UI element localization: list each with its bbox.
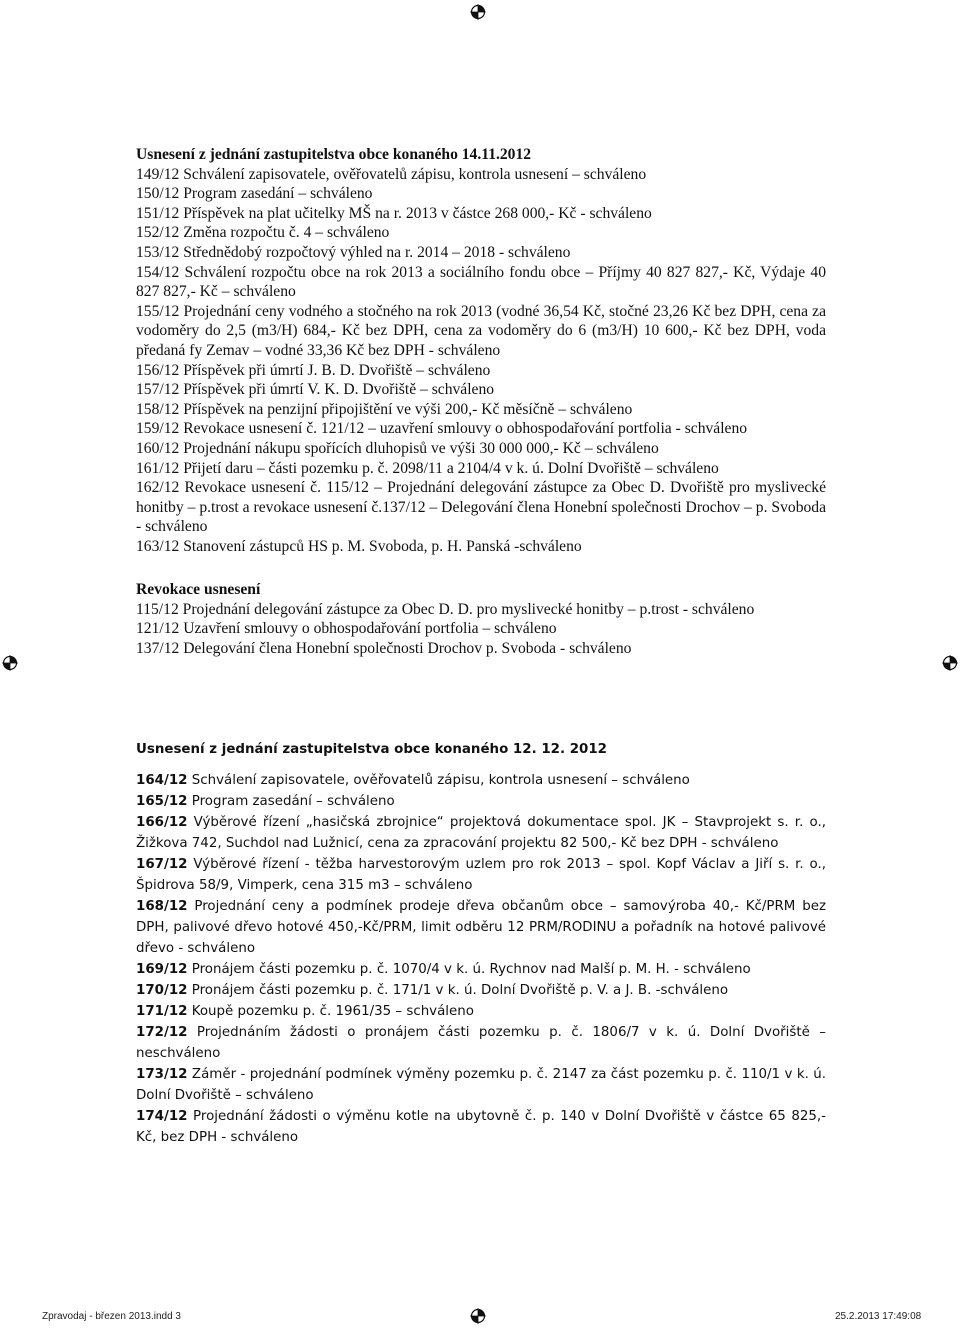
resolution-text: Výběrové řízení - těžba harvestorovým uzlem pro rok 2013 – spol. Kopf Václav a Jiří s. r. o., Špidrova 58/9, Vimperk, cena 315 m3 – schváleno [136,857,826,893]
resolutions-november-section [136,145,826,556]
resolution-number: 158/12 [136,400,180,418]
resolution-number: 160/12 [136,439,180,457]
resolution-item [136,1106,826,1148]
resolution-item [136,263,826,302]
resolution-item [136,478,826,537]
resolution-text: Změna rozpočtu č. 4 – schváleno [183,224,390,242]
resolution-number: 162/12 [136,479,180,497]
resolution-text: Stanovení zástupců HS p. M. Svoboda, p. H. Panská -schváleno [183,537,582,555]
section-heading: Usnesení z jednání zastupitelstva obce konaného 14.11.2012 [136,146,532,163]
resolution-number: 169/12 [136,962,188,977]
resolution-list [136,165,826,557]
resolution-text: Příspěvek na penzijní připojištění ve výši 200,- Kč měsíčně – schváleno [183,400,633,418]
resolution-item [136,439,826,459]
resolution-number: 156/12 [136,361,180,379]
resolution-text: Projednání ceny vodného a stočného na rok 2013 (vodné 36,54 Kč, stočné 23,26 Kč bez DPH, cena za vodoměry do 2,5 (m3/H) 684,- Kč bez DPH, cena za vodoměry do 6 (m3/H) 10 600,- Kč bez DPH, voda předaná fy Zemav – vodné 33,36 Kč bez DPH - schváleno [136,302,826,359]
resolution-text: Program zasedání – schváleno [183,185,373,203]
resolution-text: Výběrové řízení „hasičská zbrojnice“ projektová dokumentace spol. JK – Stavprojekt s. r. o., Žižkova 742, Suchdol nad Lužnicí, cena za zpracování projektu 82 500,- Kč bez DPH - schváleno [136,815,826,851]
resolution-number: 165/12 [136,794,188,809]
resolution-number: 170/12 [136,983,188,998]
resolution-item [136,1022,826,1064]
resolution-text: Záměr - projednání podmínek výměny pozemku p. č. 2147 za část pozemku p. č. 110/1 v k. ú. Dolní Dvořiště – schváleno [136,1067,826,1103]
resolution-text: Projednání ceny a podmínek prodeje dřeva občanům obce – samovýroba 40,- Kč/PRM bez DPH, palivové dřevo hotové 450,-Kč/PRM, limit odběru 12 PRM/RODINU a pořadník na hotové palivové dřevo - schváleno [136,899,826,956]
resolutions-december-section [136,739,826,1148]
resolution-item [136,791,826,812]
resolution-item [136,619,826,639]
resolution-number: 167/12 [136,857,188,872]
resolution-text: Projednání nákupu spořících dluhopisů ve výši 30 000 000,- Kč – schváleno [183,439,659,457]
resolution-number: 154/12 [136,263,180,281]
resolution-text: Projednání delegování zástupce za Obec D. D. pro myslivecké honitby – p.trost - schváleno [182,600,755,618]
resolution-text: Příspěvek při úmrtí J. B. D. Dvořiště – schváleno [183,361,491,379]
resolution-item [136,959,826,980]
resolution-number: 168/12 [136,899,188,914]
resolution-item [136,600,826,620]
resolution-item [136,419,826,439]
resolution-text: Pronájem části pozemku p. č. 1070/4 v k. ú. Rychnov nad Malší p. M. H. - schváleno [191,962,751,977]
resolution-number: 163/12 [136,537,180,555]
resolution-text: Střednědobý rozpočtový výhled na r. 2014 – 2018 - schváleno [183,243,571,261]
resolution-item [136,165,826,185]
spacer [136,760,826,770]
resolution-item [136,223,826,243]
section-heading: Revokace usnesení [136,581,261,598]
revocation-section [136,580,826,658]
resolution-number: 153/12 [136,243,180,261]
resolution-number: 157/12 [136,381,180,399]
resolution-item [136,361,826,381]
resolution-text: Příspěvek při úmrtí V. K. D. Dvořiště – schváleno [183,381,495,399]
section-heading: Usnesení z jednání zastupitelstva obce konaného 12. 12. 2012 [136,742,607,757]
resolution-item [136,770,826,791]
resolution-number: 171/12 [136,1004,188,1019]
resolution-item [136,980,826,1001]
resolution-text: Revokace usnesení č. 121/12 – uzavření smlouvy o obhospodařování portfolia - schváleno [183,420,748,438]
resolution-text: Přijetí daru – části pozemku p. č. 2098/11 a 2104/4 v k. ú. Dolní Dvořiště – schváleno [183,459,719,477]
resolution-number: 151/12 [136,204,180,222]
registration-mark-bottom-icon [470,1308,486,1324]
resolution-item [136,400,826,420]
resolution-text: Projednání žádosti o výměnu kotle na ubytovně č. p. 140 v Dolní Dvořiště v částce 65 825,- Kč, bez DPH - schváleno [136,1109,826,1145]
resolution-number: 159/12 [136,420,180,438]
resolution-item [136,537,826,557]
registration-mark-left-icon [2,655,18,671]
resolution-text: Schválení zapisovatele, ověřovatelů zápisu, kontrola usnesení – schváleno [191,773,690,788]
resolution-text: Pronájem části pozemku p. č. 171/1 v k. ú. Dolní Dvořiště p. V. a J. B. -schváleno [191,983,729,998]
resolution-item [136,204,826,224]
resolution-number: 152/12 [136,224,180,242]
footer-timestamp: 25.2.2013 17:49:08 [835,1311,922,1322]
resolution-number: 173/12 [136,1067,188,1082]
resolution-item [136,896,826,959]
resolution-number: 150/12 [136,185,180,203]
registration-mark-top-icon [470,4,486,20]
resolution-list [136,770,826,1148]
resolution-item [136,459,826,479]
resolution-item [136,812,826,854]
resolution-text: Program zasedání – schváleno [191,794,395,809]
resolution-text: Revokace usnesení č. 115/12 – Projednání delegování zástupce za Obec D. Dvořiště pro myslivecké honitby – p.trost a revokace usnesení č.137/12 – Delegování člena Honební společnosti Drochov – p. Svoboda - schváleno [136,479,826,536]
resolution-number: 115/12 [136,600,179,618]
resolution-text: Delegování člena Honební společnosti Drochov p. Svoboda - schváleno [183,639,632,657]
resolution-item [136,380,826,400]
resolution-list [136,600,826,659]
registration-mark-right-icon [942,655,958,671]
resolution-text: Příspěvek na plat učitelky MŠ na r. 2013 v částce 268 000,- Kč - schváleno [183,204,652,222]
resolution-item [136,1064,826,1106]
resolution-number: 137/12 [136,639,180,657]
resolution-item [136,639,826,659]
resolution-number: 155/12 [136,302,180,320]
resolution-item [136,184,826,204]
resolution-item [136,243,826,263]
resolution-number: 172/12 [136,1025,188,1040]
resolution-item [136,854,826,896]
resolution-text: Schválení rozpočtu obce na rok 2013 a sociálního fondu obce – Příjmy 40 827 827,- Kč, Výdaje 40 827 827,- Kč – schváleno [136,263,826,301]
resolution-item [136,302,826,361]
resolution-text: Schválení zapisovatele, ověřovatelů zápisu, kontrola usnesení – schváleno [183,165,647,183]
footer-filename: Zpravodaj - březen 2013.indd 3 [42,1311,181,1322]
resolution-number: 166/12 [136,815,188,830]
resolution-text: Uzavření smlouvy o obhospodařování portfolia – schváleno [183,620,557,638]
resolution-number: 161/12 [136,459,180,477]
resolution-number: 164/12 [136,773,188,788]
resolution-number: 149/12 [136,165,180,183]
resolution-number: 174/12 [136,1109,188,1124]
resolution-text: Projednáním žádosti o pronájem části pozemku p. č. 1806/7 v k. ú. Dolní Dvořiště – neschváleno [136,1025,826,1061]
resolution-text: Koupě pozemku p. č. 1961/35 – schváleno [191,1004,474,1019]
resolution-item [136,1001,826,1022]
resolution-number: 121/12 [136,620,180,638]
